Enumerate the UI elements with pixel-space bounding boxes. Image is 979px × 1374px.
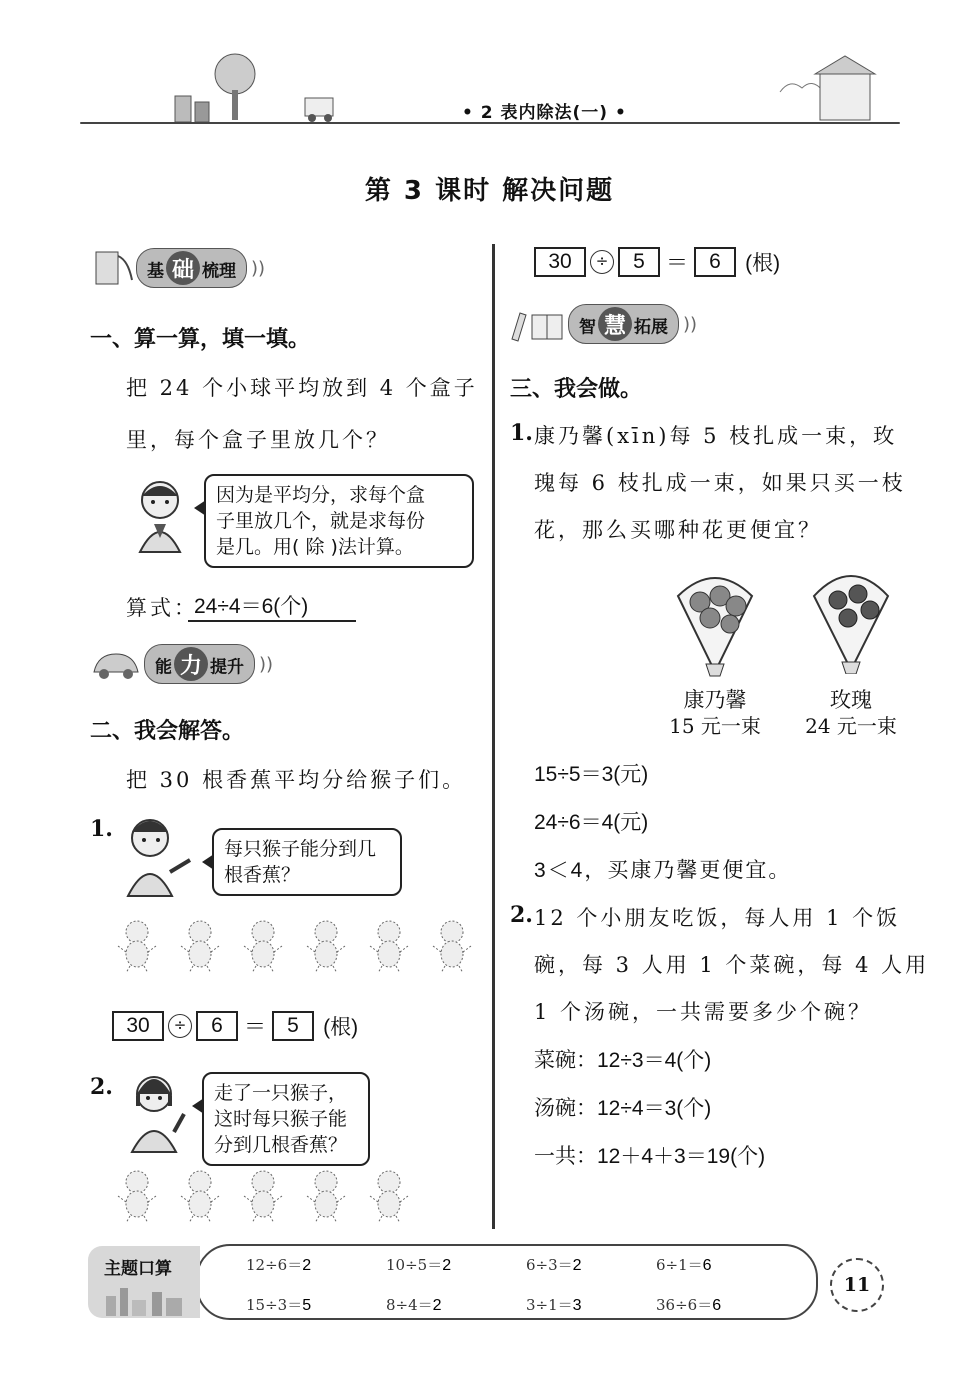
problem2-line: 1 个汤碗，一共需要多少个碗？ <box>534 1000 873 1024</box>
oral-item <box>526 1294 582 1315</box>
oral-answer: 6 <box>702 1257 712 1274</box>
dividend-box: 30 <box>534 247 586 277</box>
monkey-icon <box>364 1168 414 1224</box>
quotient-box: 5 <box>272 1011 314 1041</box>
bubble-line: 根香蕉？ <box>224 864 301 886</box>
monkey-icon <box>427 918 477 974</box>
lesson-title: 第 3 课时 解决问题 <box>364 176 615 206</box>
oral-expression: 8÷4＝ <box>386 1296 433 1314</box>
oral-calc-title-block <box>88 1246 200 1318</box>
badge-char: 梳理 <box>202 261 236 282</box>
oral-answer: 6 <box>712 1297 722 1314</box>
section1-line2: 里，每个盒子里放几个？ <box>126 428 390 452</box>
hint-bubble <box>204 474 474 568</box>
q1-equation <box>112 1010 358 1041</box>
problem1-line: 瑰每 6 枝扎成一束，如果只买一枝 <box>534 471 906 495</box>
badge-big-char: 础 <box>166 251 200 285</box>
section2-heading: 二、我会解答。 <box>90 719 245 744</box>
problem1-line: 康乃馨(xīn)每 5 枝扎成一束，玫 <box>534 424 898 448</box>
monkey-icon <box>364 918 414 974</box>
oral-answer: 2 <box>572 1257 582 1274</box>
oral-answer: 2 <box>432 1297 442 1314</box>
girl-avatar <box>124 1072 190 1154</box>
quotient-box: 6 <box>694 247 736 277</box>
section1-heading: 一、算一算，填一填。 <box>90 327 311 352</box>
oral-item <box>656 1294 721 1315</box>
badge-char: 智 <box>579 317 596 338</box>
formula-label: 算式： <box>126 596 198 620</box>
badge-char: 能 <box>155 657 172 678</box>
oral-calc-title: 主题口算 <box>104 1259 172 1279</box>
oral-answer: 2 <box>302 1257 312 1274</box>
oral-expression: 36÷6＝ <box>656 1296 713 1314</box>
unit-label: • 2 表内除法(一) • <box>462 103 627 123</box>
bubble-line: 这时每只猴子能 <box>214 1108 348 1130</box>
oral-expression: 12÷6＝ <box>246 1256 303 1274</box>
dividend-box: 30 <box>112 1011 164 1041</box>
oral-expression: 6÷3＝ <box>526 1256 573 1274</box>
oral-answer: 3 <box>572 1297 582 1314</box>
monkey-icon <box>301 1168 351 1224</box>
car-icon <box>88 646 144 682</box>
badge-big-char: 力 <box>174 647 208 681</box>
q2-equation <box>534 246 780 277</box>
monkey-icon <box>238 918 288 974</box>
column-divider <box>492 244 495 1229</box>
question-bubble <box>202 1072 370 1166</box>
carnation-name: 康乃馨 <box>683 688 747 712</box>
monkey-icon <box>238 1168 288 1224</box>
oral-item <box>656 1254 712 1275</box>
boy-pointing-avatar <box>118 814 194 898</box>
oral-expression: 3÷1＝ <box>526 1296 573 1314</box>
carnation-price: 15 元一束 <box>669 714 761 738</box>
oral-expression: 6÷1＝ <box>656 1256 703 1274</box>
carnation-bouquet-icon <box>670 566 760 678</box>
question-number: 2. <box>90 1074 113 1100</box>
badge-char: 基 <box>147 261 164 282</box>
operator-circle: ÷ <box>590 250 614 274</box>
equals-sign: ＝ <box>244 1015 267 1040</box>
bubble-line: 分到几根香蕉？ <box>214 1134 348 1156</box>
oral-expression: 10÷5＝ <box>386 1256 443 1274</box>
oral-item <box>386 1254 451 1275</box>
oral-expression: 15÷3＝ <box>246 1296 303 1314</box>
bubble-line: 是几。用( 除 )法计算。 <box>216 536 414 558</box>
monkey-icon <box>112 1168 162 1224</box>
divisor-box: 5 <box>618 247 660 277</box>
book-icon <box>92 248 136 288</box>
badge-basic-review: 基 础 梳理 )) <box>92 250 265 286</box>
answer-line: 3＜4，买康乃馨更便宜。 <box>534 859 792 882</box>
badge-ability-text <box>144 644 255 684</box>
operator-circle: ÷ <box>168 1014 192 1038</box>
oral-item <box>246 1294 311 1315</box>
unit-label: (根) <box>323 1015 359 1039</box>
badge-wisdom-extend: 智 慧 拓展 )) <box>508 306 697 342</box>
oral-item <box>386 1294 442 1315</box>
bubble-line: 因为是平均分，求每个盒 <box>216 484 426 506</box>
rose-bouquet-icon <box>806 562 896 674</box>
bubble-line: 子里放几个，就是求每份 <box>216 510 426 532</box>
monkey-icon <box>175 1168 225 1224</box>
badge-char: 提升 <box>210 657 244 678</box>
badge-big-char: 慧 <box>598 307 632 341</box>
badge-char: 拓展 <box>634 317 668 338</box>
question-number: 1. <box>90 816 113 842</box>
pencil-book-icon <box>508 305 568 343</box>
page-number: 11 <box>830 1258 884 1312</box>
rose-name: 玫瑰 <box>830 688 872 712</box>
question-bubble <box>212 828 402 896</box>
problem1-line: 花，那么买哪种花更便宜？ <box>534 518 822 542</box>
badge-ability-improve: 能 力 提升 )) <box>88 646 273 682</box>
rose-price: 24 元一束 <box>805 714 897 738</box>
problem2-line: 12 个小朋友吃饭，每人用 1 个饭 <box>534 906 901 930</box>
oral-answer: 2 <box>442 1257 452 1274</box>
oral-answer: 5 <box>302 1297 312 1314</box>
badge-wisdom-text <box>568 304 679 344</box>
oral-item <box>526 1254 582 1275</box>
problem-number: 2. <box>510 902 533 928</box>
answer-line: 一共：12＋4＋3＝19(个) <box>534 1145 766 1168</box>
city-skyline-icon <box>100 1282 190 1316</box>
answer-line: 24÷6＝4(元) <box>534 811 649 834</box>
section1-line1: 把 24 个小球平均放到 4 个盒子 <box>126 376 478 400</box>
answer-line: 汤碗：12÷4＝3(个) <box>534 1097 712 1120</box>
badge-basic-text <box>136 248 247 288</box>
section3-heading: 三、我会做。 <box>510 377 643 402</box>
formula-answer: 24÷4＝6(个) <box>188 590 356 622</box>
unit-label: (根) <box>745 251 781 275</box>
boy-avatar <box>128 478 192 554</box>
answer-line: 15÷5＝3(元) <box>534 763 649 786</box>
equals-sign: ＝ <box>666 251 689 276</box>
monkey-row-five <box>112 1168 422 1228</box>
divisor-box: 6 <box>196 1011 238 1041</box>
bubble-line: 每只猴子能分到几 <box>224 838 377 860</box>
section2-intro: 把 30 根香蕉平均分给猴子们。 <box>126 768 467 792</box>
problem-number: 1. <box>510 420 533 446</box>
problem2-line: 碗，每 3 人用 1 个菜碗，每 4 人用 <box>534 953 930 977</box>
monkey-icon <box>175 918 225 974</box>
bubble-line: 走了一只猴子， <box>214 1082 348 1104</box>
answer-line: 菜碗：12÷3＝4(个) <box>534 1049 712 1072</box>
monkey-row-six <box>112 918 485 978</box>
oral-item <box>246 1254 311 1275</box>
monkey-icon <box>112 918 162 974</box>
monkey-icon <box>301 918 351 974</box>
